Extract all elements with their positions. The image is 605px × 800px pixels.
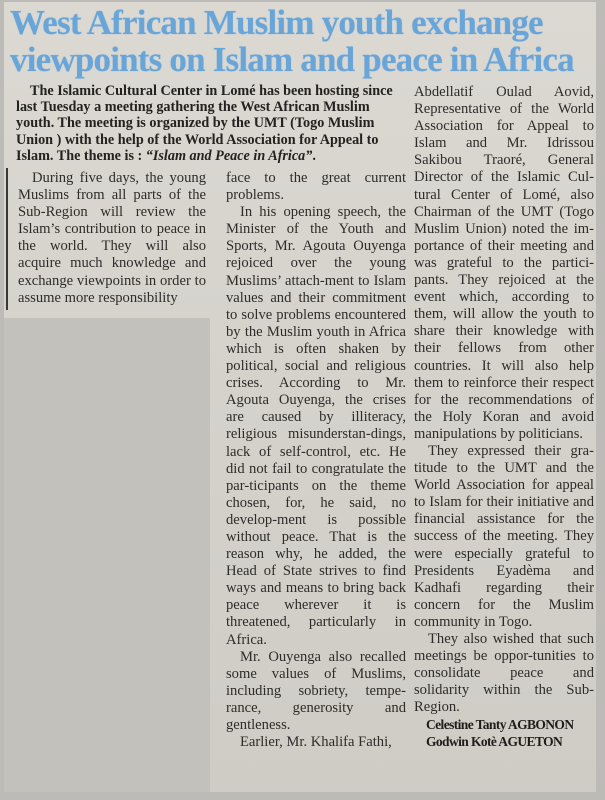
lede-paragraph bbox=[16, 83, 400, 164]
paragraph: They also wished that such meetings be oppor-tunities to consolidate peace and solidarity within the Sub-Region. bbox=[414, 631, 594, 716]
paragraph: Abdellatif Oulad Aovid, Representative of the World Association for Appeal to Islam and Mr. Idrissou Sakibou Traoré, General Director of the Islamic Cul-tural Center of Lomé, also Chairman of the UMT (Togo Muslim Union) noted the im-portance of their meeting and was grateful to the partici-pants. They rejoiced at the event which, according to them, will allow the youth to share their knowledge with their fellows from other countries. It will also help them to reinforce their respect for the recommendations of the Holy Koran and avoid manipulations by politicians. bbox=[414, 84, 594, 442]
headline: West African Muslim youth exchange viewpoints on Islam and peace in Africa bbox=[10, 3, 574, 79]
paragraph: Mr. Ouyenga also recalled some values of Muslims, including sobriety, tempe-rance, generosity and gentleness. bbox=[226, 648, 406, 733]
paragraph: face to the great current problems. bbox=[226, 170, 406, 204]
column-3 bbox=[414, 84, 594, 750]
paragraph: In his opening speech, the Minister of the Youth and Sports, Mr. Agouta Ouyenga rejoiced over the young Muslims’ attach-ment to Islam values and their commitment to solve problems encountered by the Muslim youth in Africa which is often shaken by political, social and religious crises. According to Mr. Agouta Ouyenga, the crises are caused by illiteracy, religious misunderstan-dings, lack of self-control, etc. He did not fail to congratulate the par-ticipants on the theme chosen, for, he said, no develop-ment is possible without peace. That is the reason why, he added, the Head of State strives to find ways and means to bring back peace wherever it is threatened, particularly in Africa. bbox=[226, 204, 406, 648]
paragraph: They expressed their gra-titude to the UMT and the World Association for appeal to Islam for their initiative and financial assistance for the success of the meeting. They were especially grateful to Presidents Eyadèma and Kadhafi regarding their concern for the Muslim community in Togo. bbox=[414, 442, 594, 630]
paragraph: Earlier, Mr. Khalifa Fathi, bbox=[240, 734, 392, 751]
column-rule bbox=[6, 168, 8, 310]
lede-end: . bbox=[312, 147, 316, 164]
byline-author-1: Celestine Tanty AGBONON bbox=[426, 717, 574, 733]
column-1 bbox=[18, 170, 206, 307]
column-2 bbox=[226, 170, 406, 751]
lede-theme: “Islam and Peace in Africa” bbox=[145, 147, 313, 164]
paragraph: During five days, the young Muslims from all parts of the Sub-Region will review the Islam’s contribution to peace in the world. They will also acquire much knowledge and exchange viewpoints in order to assume more responsibility bbox=[18, 170, 206, 306]
byline-author-2: Godwin Kotè AGUETON bbox=[426, 734, 563, 750]
lede-text: The Islamic Cultural Center in Lomé has been hosting since last Tuesday a meeting gathering the West African Muslim youth. The meeting is organized by the UMT (Togo Muslim Union ) with the help of the World Association for Appeal to Islam. The theme is : bbox=[16, 83, 393, 164]
blank-paper-area bbox=[4, 318, 210, 792]
